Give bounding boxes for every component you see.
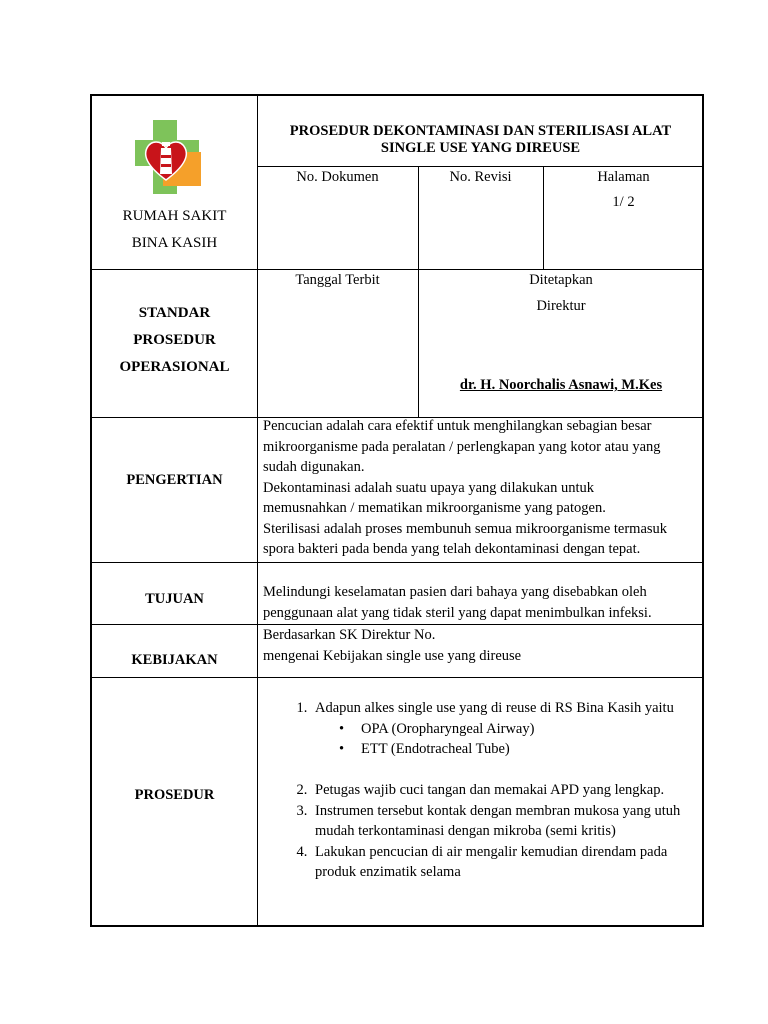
step-item: 3. Instrumen tersebut kontak dengan membran mukosa yang utuh mudah terkontaminasi dengan mikroba (semi kritis) [311, 801, 703, 842]
bullet-item: • OPA (Oropharyngeal Airway) [337, 719, 703, 740]
prosedur-label: PROSEDUR [134, 787, 215, 803]
sop-document [90, 94, 704, 927]
text-line: Pencucian adalah cara efektif untuk menghilangkan sebagian besar [263, 418, 652, 434]
pengertian-text [263, 416, 703, 560]
bullet-item: • ETT (Endotracheal Tube) [337, 739, 703, 760]
row-divider [92, 677, 704, 678]
column-divider [257, 96, 258, 927]
signatory-name: dr. H. Noorchalis Asnawi, M.Kes [459, 377, 663, 393]
text-line: Dekontaminasi adalah suatu upaya yang dilakukan untuk [263, 479, 594, 496]
step-item: 4. Lakukan pencucian di air mengalir kemudian direndam pada produk enzimatik selama [311, 842, 703, 883]
kebijakan-label: KEBIJAKAN [131, 652, 218, 668]
hospital-name: RUMAH SAKIT BINA KASIH [122, 208, 227, 251]
steps-list [263, 698, 703, 760]
text-line: spora bakteri pada benda yang telah dekontaminasi dengan tepat. [263, 541, 641, 557]
text-line: Sterilisasi adalah proses membunuh semua mikroorganisme termasuk [263, 520, 668, 537]
text-line: mikroorganisme pada peralatan / perlengkapan yang kotor atau yang [263, 438, 661, 455]
halaman-value: 1/ 2 [612, 194, 635, 210]
bullet-icon: • [339, 720, 345, 737]
tujuan-text [263, 582, 703, 623]
sop-label: STANDAR PROSEDUR OPERASIONAL [119, 305, 230, 375]
step-item: 1. Adapun alkes single use yang di reuse di RS Bina Kasih yaitu • OPA (Oropharyngeal Airway) • ETT (Endotracheal Tube) [311, 698, 703, 760]
text-line: memusnahkan / mematikan mikroorganisme yang patogen. [263, 500, 606, 516]
bullet-list [315, 719, 703, 760]
tujuan-label: TUJUAN [145, 591, 204, 607]
hospital-logo [133, 118, 203, 196]
text-line: penggunaan alat yang tidak steril yang dapat menimbulkan infeksi. [263, 604, 652, 621]
no-dokumen-label: No. Dokumen [296, 169, 379, 185]
steps-list [263, 780, 703, 883]
no-revisi-label: No. Revisi [449, 169, 512, 185]
direktur-label: Direktur [536, 298, 586, 314]
ditetapkan-label: Ditetapkan [529, 272, 593, 288]
bullet-icon: • [339, 741, 345, 757]
text-line: sudah digunakan. [263, 459, 365, 475]
halaman-label: Halaman [597, 169, 650, 185]
text-line: mengenai Kebijakan single use yang direuse [263, 647, 522, 664]
tanggal-terbit-label: Tanggal Terbit [295, 272, 380, 288]
row-divider [92, 562, 704, 563]
kebijakan-text [263, 625, 703, 666]
step-item: 2. Petugas wajib cuci tangan dan memakai APD yang lengkap. [311, 780, 703, 801]
text-line: Berdasarkan SK Direktur No. [263, 627, 436, 643]
prosedur-steps [263, 698, 703, 883]
text-line: Melindungi keselamatan pasien dari bahaya yang disebabkan oleh [263, 584, 647, 600]
document-title: PROSEDUR DEKONTAMINASI DAN STERILISASI ALAT SINGLE USE YANG DIREUSE [289, 123, 672, 156]
pengertian-label: PENGERTIAN [126, 472, 223, 488]
